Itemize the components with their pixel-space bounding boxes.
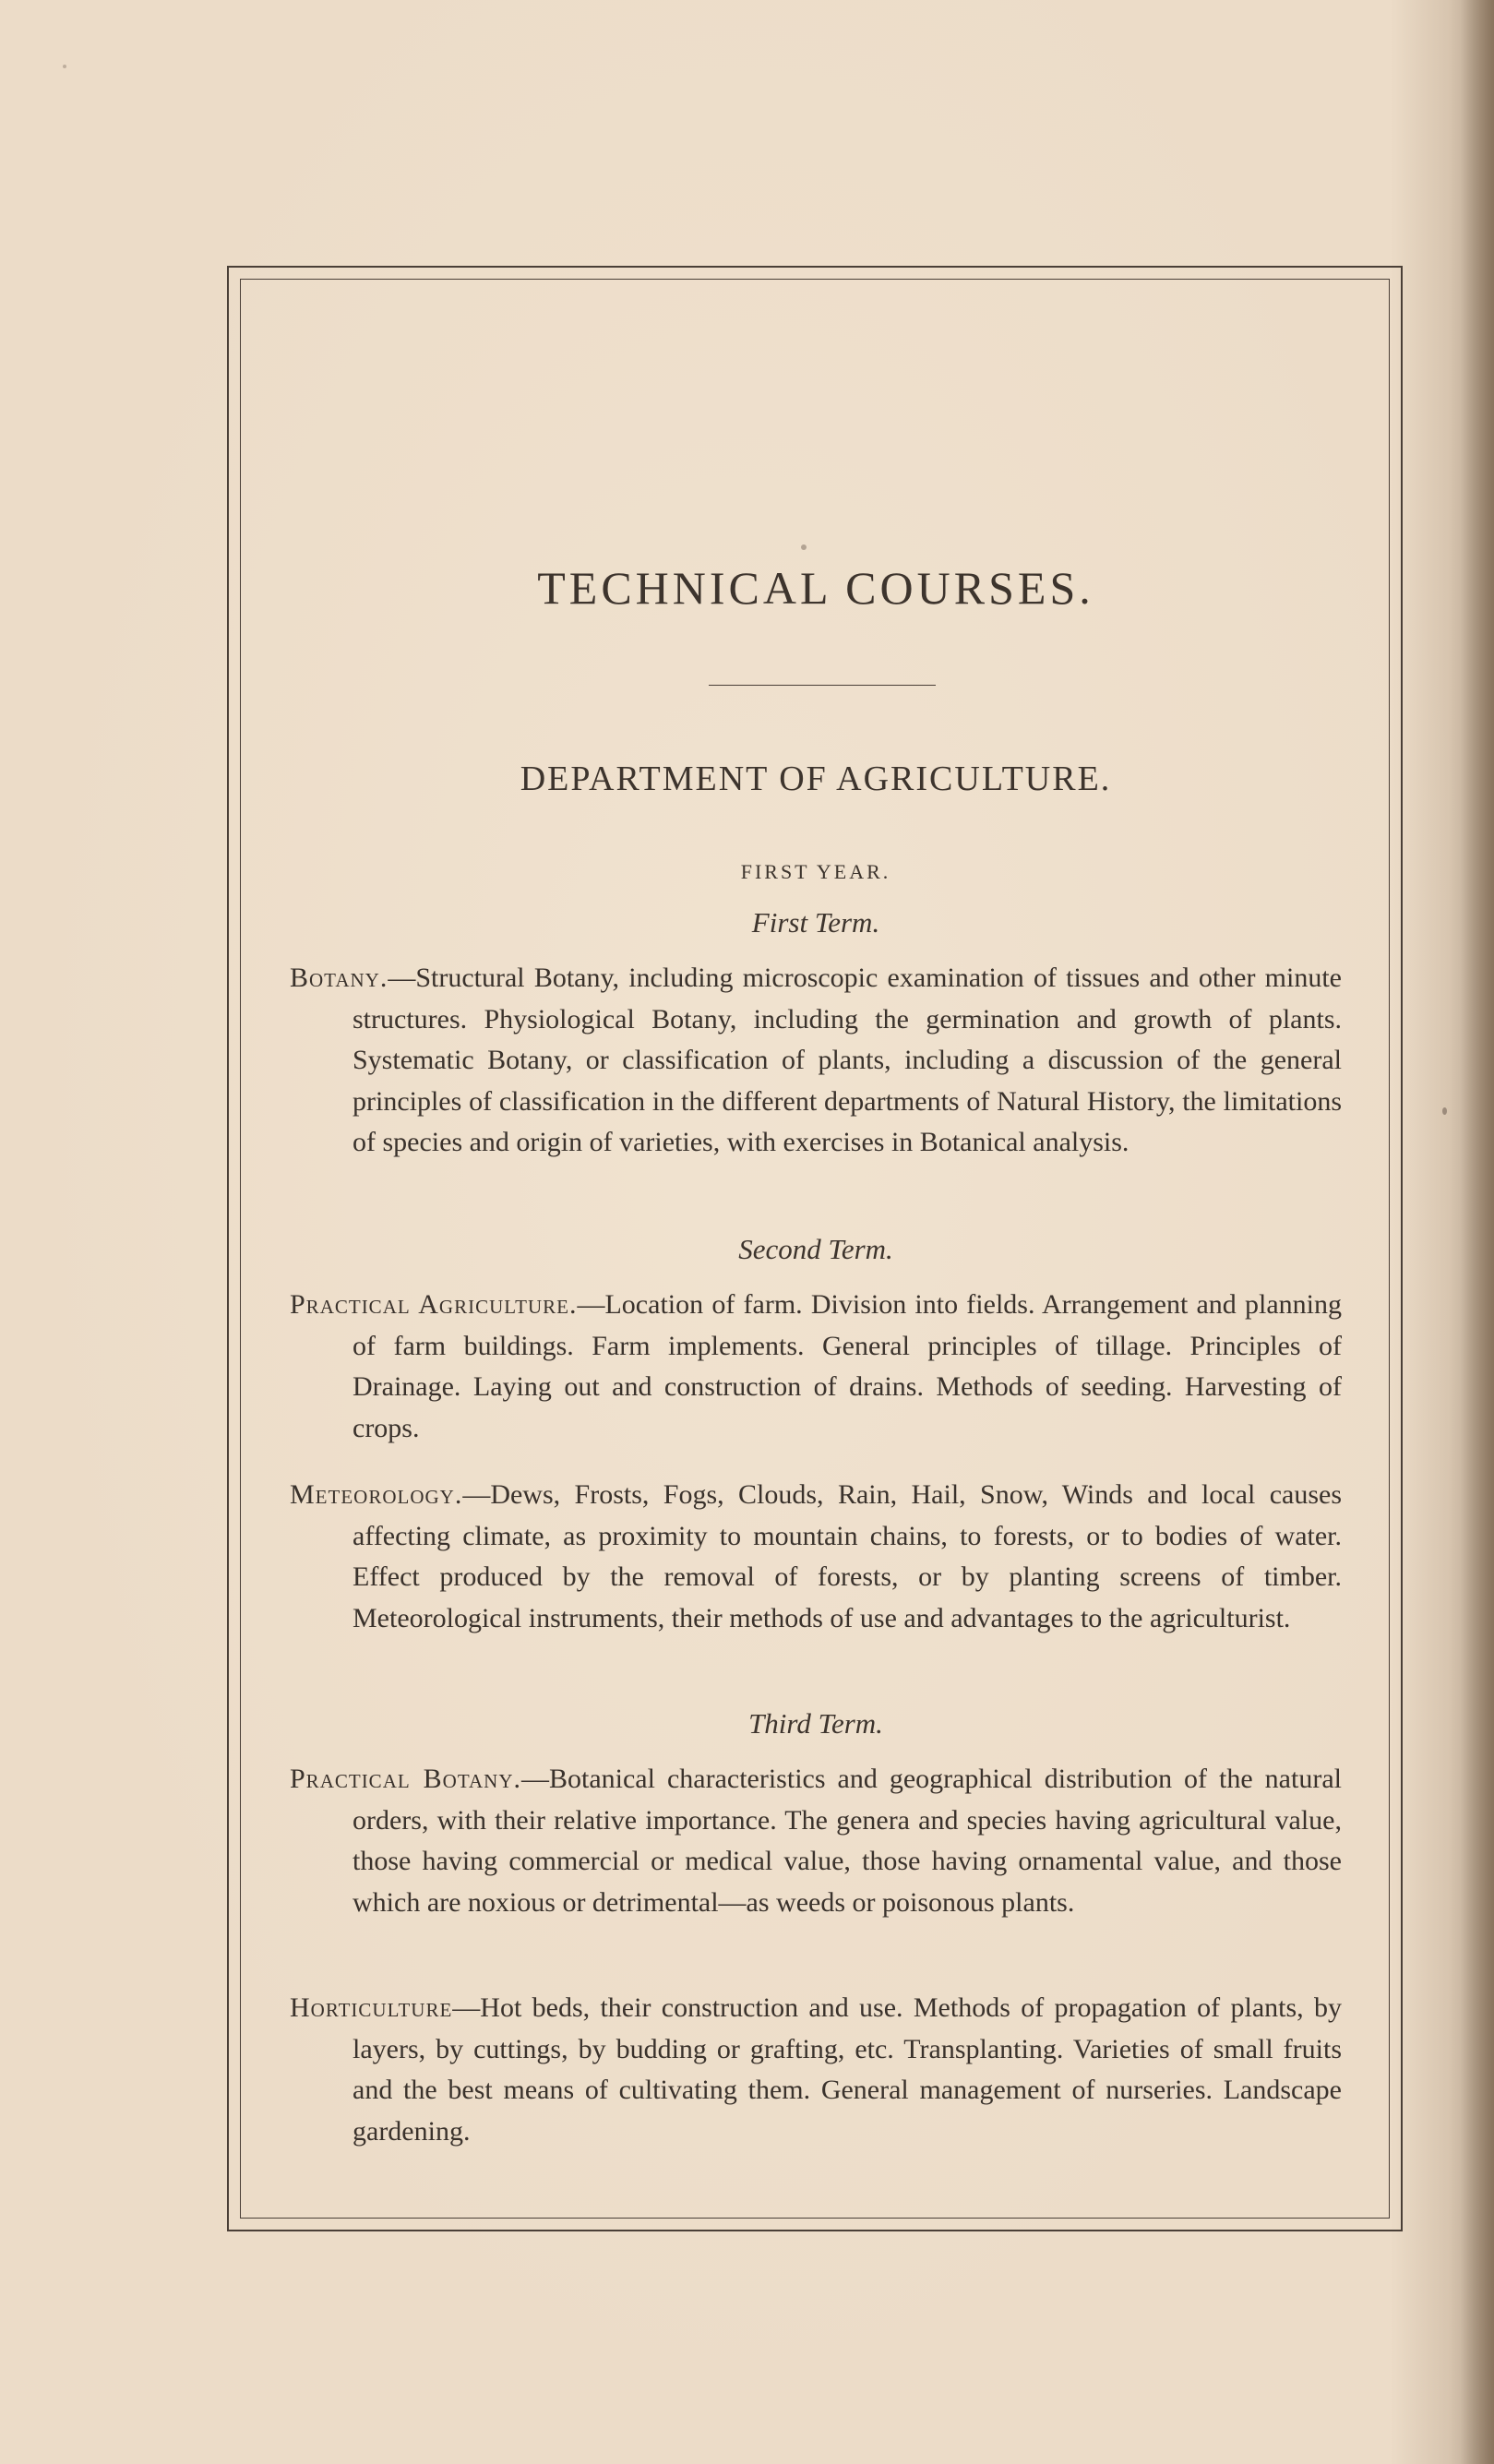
page-edge-shadow xyxy=(1461,0,1494,2464)
paper-speck xyxy=(1442,1107,1447,1115)
page-title: TECHNICAL COURSES. xyxy=(537,562,1094,614)
course-description: —Hot beds, their construction and use. Methods of propagation of plants, by layers, by cuttings, by budding or grafting, etc. Transplanting. Varieties of small fruits and the best means of cultivating them. General management of nurseries. Landscape gardening. xyxy=(353,1992,1342,2147)
term-heading-third: Third Term. xyxy=(748,1707,883,1740)
course-heading: Practical Botany. xyxy=(290,1764,521,1794)
department-heading: DEPARTMENT OF AGRICULTURE. xyxy=(520,760,1112,798)
course-heading: Meteorology. xyxy=(290,1479,463,1510)
paper-speck xyxy=(63,65,66,68)
year-heading: FIRST YEAR. xyxy=(740,860,891,883)
course-heading: Horticulture xyxy=(290,1992,453,2023)
course-heading: Botany. xyxy=(290,963,388,993)
term-heading-second: Second Term. xyxy=(738,1233,893,1265)
course-description: —Location of farm. Division into fields. Arrangement and planning of farm buildings. Farm implements. General principles of tillage. Principles of Drainage. Laying out and construction of drains. Methods of seeding. Harvesting of crops. xyxy=(353,1289,1342,1443)
course-practical-agriculture xyxy=(290,1285,1342,1449)
title-divider xyxy=(709,685,936,686)
course-heading: Practical Agriculture. xyxy=(290,1289,578,1320)
course-description: —Botanical characteristics and geographical distribution of the natural orders, with their relative importance. The genera and species having agricultural value, those having commercial or medical value, those having ornamental value, and those which are noxious or detrimental—as weeds or poisonous plants. xyxy=(353,1764,1342,1918)
course-practical-botany xyxy=(290,1759,1342,1923)
course-horticulture xyxy=(290,1988,1342,2152)
term-heading-first: First Term. xyxy=(751,906,880,939)
course-description: —Dews, Frosts, Fogs, Clouds, Rain, Hail, Snow, Winds and local causes affecting climate, as proximity to mountain chains, to forests, or to bodies of water. Effect produced by the removal of forests, or by planting screens of timber. Meteorological instruments, their methods of use and advantages to the agriculturist. xyxy=(353,1479,1342,1633)
course-meteorology xyxy=(290,1475,1342,1639)
course-botany xyxy=(290,958,1342,1164)
course-description: —Structural Botany, including microscopic examination of tissues and other minute structures. Physiological Botany, including the germination and growth of plants. Systematic Botany, or classification of plants, including a discussion of the general principles of classification in the different departments of Natural History, the limitations of species and origin of varieties, with exercises in Botanical analysis. xyxy=(353,963,1342,1157)
